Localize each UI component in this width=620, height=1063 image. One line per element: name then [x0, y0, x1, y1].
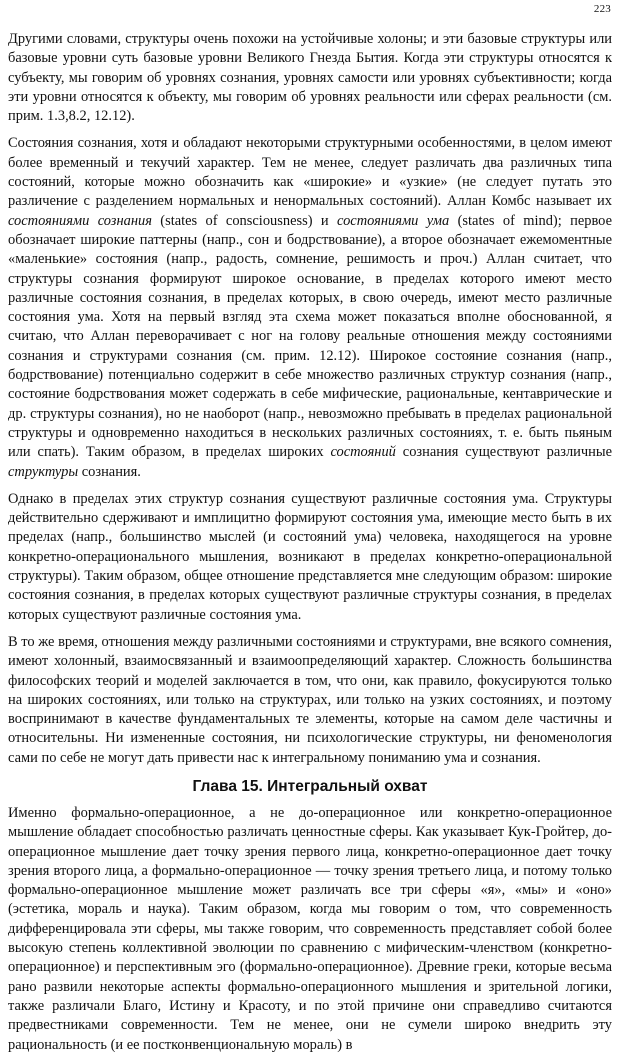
section-paragraphs	[8, 30, 612, 768]
italic-term: состояниями ума	[337, 212, 450, 229]
text-run: (states of mind); первое обозначает широкие паттерны (напр., сон и бодрствование), а второе обозначает ежемоментные «маленькие» состояния (напр., радость, сомнение, решимость и проч.) Аллан считает, что структуры сознания формируют широкое основание, в пределах которого имеют место различные состояния сознания, в пределах которых, в свою очередь, имеют место различные состояния ума. Хотя на первый взгляд эта схема может показаться вполне обоснованной, я считаю, что Аллан переворачивает с ног на голову реальные отношения между состояниями сознания и структурами сознания (см. прим. 12.12). Широкое состояние сознания (напр., бодрствование) потенциально содержит в себе множество различных структур сознания (напр., состояние бодрствования может содержать в себе мифические, рациональные, кентаврические и др. структуры сознания), но не наоборот (напр., невозможно пребывать в пределах рациональной структуры и одновременно находиться в нескольких различных состояниях, т. е. быть пьяным или спать). Таким образом, в пределах широких	[8, 212, 612, 461]
text-run: сознания существуют различные	[395, 444, 612, 461]
text-run: Состояния сознания, хотя и обладают некоторыми структурными особенностями, в целом имеют более временный и текучий характер. Тем не менее, следует различать два различных типа состояний, которые можно обозначить как «широкие» и «узкие» (не следует путать это различение с разделением нормальных и ненормальных состояний). Аллан Комбс называет их	[8, 135, 612, 210]
body-text	[8, 30, 612, 1063]
paragraph	[8, 490, 612, 625]
chapter-heading: Глава 15. Интегральный охват	[192, 777, 428, 795]
text-run: (states of consciousness) и	[151, 212, 338, 229]
paragraph	[8, 633, 612, 768]
text-run: В то же время, отношения между различными состояниями и структурами, вне всякого сомнения, имеют холонный, взаимосвязанный и взаимоопределяющий характер. Сложность большинства философских теорий и моделей заключается в том, что они, как правило, фокусируются только на широких состояниях, или только на структурах, или только на узких состояниях, и поэтому воспринимают в качестве фундаментальных те элементы, которые на самом деле частичны и относительны. Ни измененные состояния, ни психологические структуры, ни феноменология сами по себе не могут дать привести нас к интегральному пониманию ума и сознания.	[8, 633, 612, 766]
page-number: 223	[593, 3, 611, 15]
paragraph	[8, 134, 612, 481]
text-run: сознания.	[78, 463, 141, 480]
chapter-paragraphs	[8, 804, 612, 1055]
italic-term: состояний	[330, 444, 396, 461]
text-run: Другими словами, структуры очень похожи на устойчивые холоны; и эти базовые структуры или базовые уровни суть базовые уровни Великого Гнезда Бытия. Когда эти структуры относятся к субъекту, мы говорим об уровнях сознания, уровнях самости или уровнях субъективности; когда эти уровни относятся к объекту, мы говорим об уровнях реальности или сферах реальности (см. прим. 1.3,8.2, 12.12).	[8, 31, 612, 125]
italic-term: структуры	[8, 463, 79, 480]
text-run: Именно формально-операционное, а не до-операционное или конкретно-операционное мышление обладает способностью различать ценностные сферы. Как указывает Кук-Гройтер, до-операционное мышление дает точку зрения первого лица, конкретно-операционное дает точку зрения второго лица, а формально-операционное — точку зрения третьего лица, и потому только формально-операционное мышление может различать все три сферы «я», «мы» и «оно» (эстетика, мораль и наука). Таким образом, когда мы говорим о том, что современность дифференцировала эти сферы, мы также говорим, что современность представляет собой более высокую степень коллективной эволюции по сравнению с мифическим-членством (конкретно-операционное) и перспективным эго (формально-операционное). Древние греки, которые весьма рано развили некоторые аспекты формально-операционного мышления и зрительной логики, также различали Благо, Истину и Красоту, и по этой причине они справедливо считаются предвестниками современности. Тем не менее, они не сумели широко внедрить эту рациональность (и ее постконвенциональную мораль) в	[8, 804, 612, 1053]
text-run: Однако в пределах этих структур сознания существуют различные состояния ума. Структуры действительно сдерживают и имплицитно формируют состояния ума, имеющие место быть в их пределах (напр., большинство мыслей (и состояний ума) человека, находящегося на уровне конкретно-операционального мышления, возникают в пределах конкретно-операциональной структуры). Таким образом, общее отношение представляется мне следующим образом: широкие состояния сознания, в пределах которых существуют различные структуры сознания, в пределах которых существуют различные состояния ума.	[8, 490, 612, 623]
paragraph	[8, 804, 612, 1055]
italic-term: состояниями сознания	[8, 212, 152, 229]
paragraph	[8, 30, 612, 126]
